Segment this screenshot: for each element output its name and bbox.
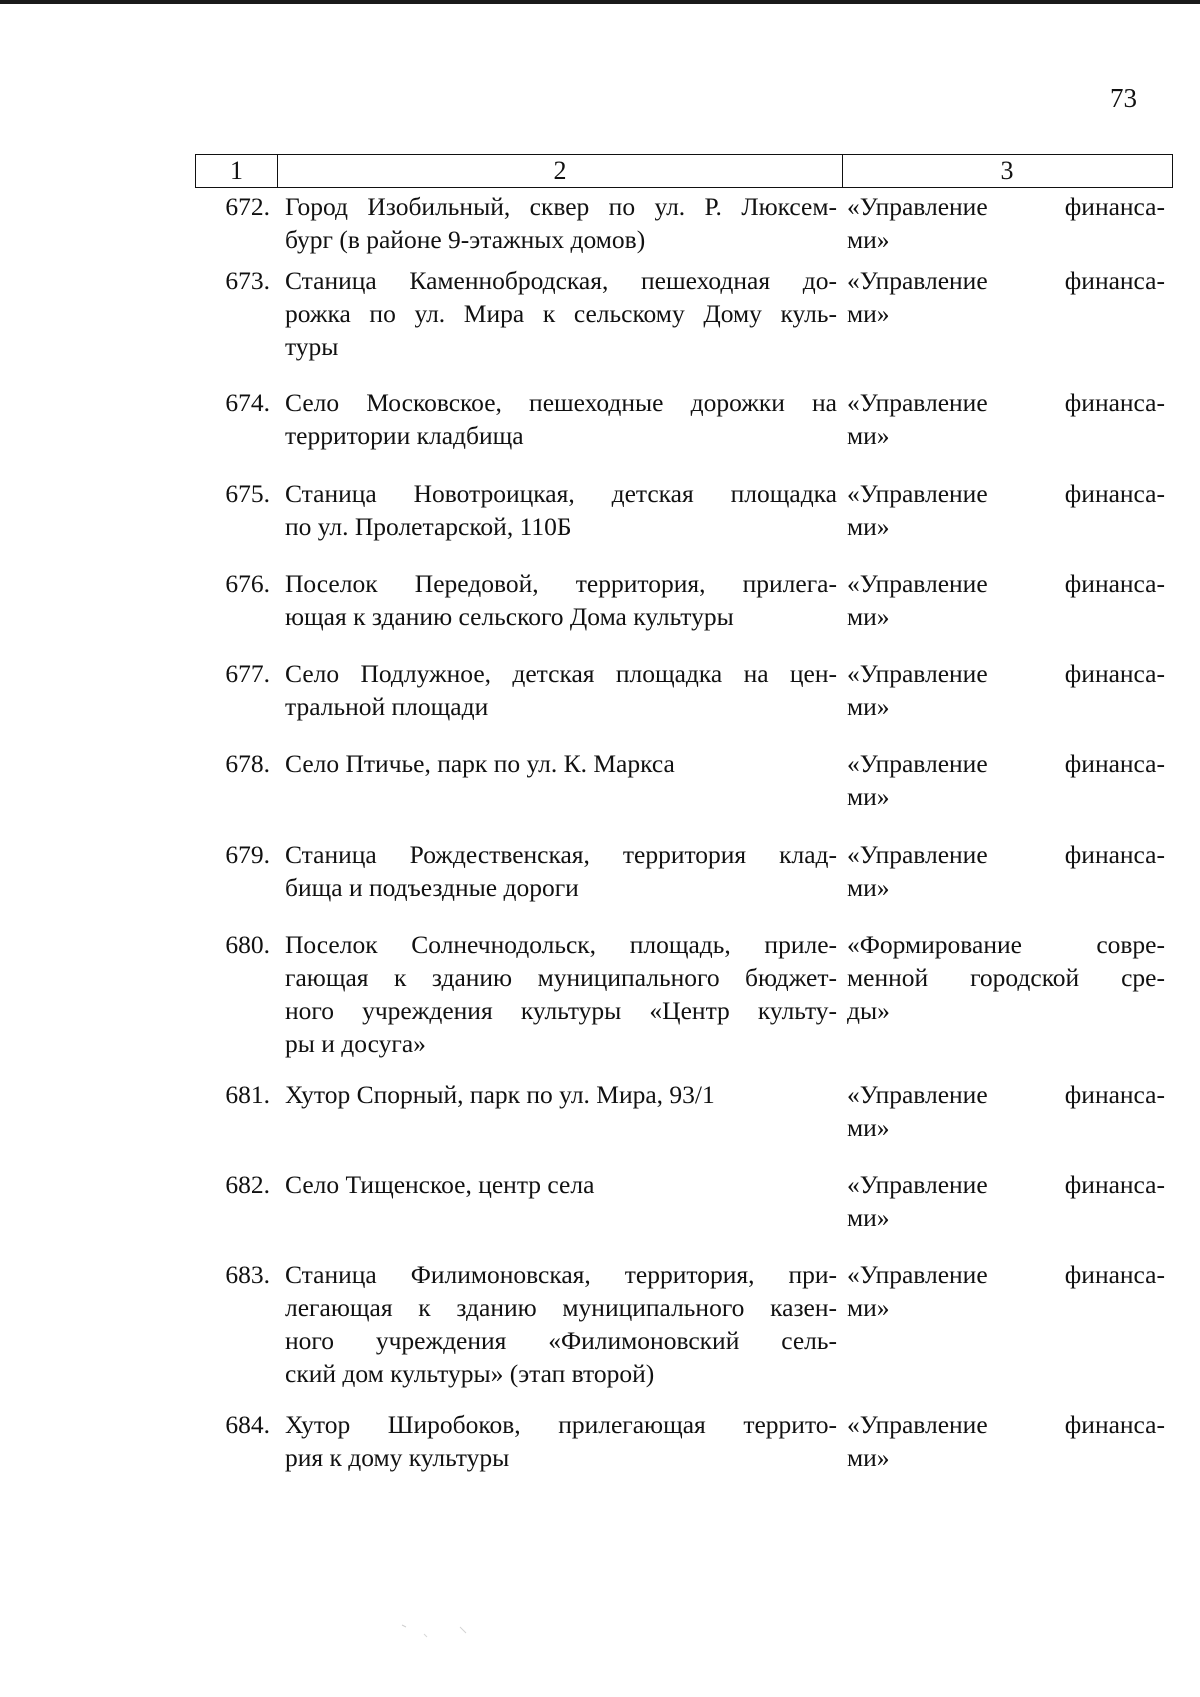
object-location (285, 1408, 837, 1474)
object-location (285, 264, 837, 363)
object-location (285, 190, 837, 256)
object-location (285, 567, 837, 633)
location-line: Село Подлужное, детская площадка на цен- (285, 659, 837, 688)
program-line: ми» (847, 692, 890, 721)
location-line: Станица Новотроицкая, детская площадка (285, 479, 837, 508)
location-line: ский дом культуры» (этап второй) (285, 1359, 655, 1388)
funding-program (847, 190, 1165, 256)
row-number: 684. (225, 1410, 270, 1439)
funding-program (847, 657, 1165, 723)
program-line: «Управление финанса- (847, 1410, 1165, 1439)
location-line: рия к дому культуры (285, 1443, 510, 1472)
program-line: «Управление финанса- (847, 569, 1165, 598)
row-number: 682. (225, 1170, 270, 1199)
program-line: «Управление финанса- (847, 659, 1165, 688)
program-line: ми» (847, 299, 890, 328)
program-line: «Управление финанса- (847, 749, 1165, 778)
object-location (285, 386, 837, 452)
location-line: тральной площади (285, 692, 489, 721)
object-location (285, 838, 837, 904)
location-line: гающая к зданию муниципального бюджет- (285, 963, 837, 992)
object-location (285, 1168, 837, 1201)
program-line: «Управление финанса- (847, 1170, 1165, 1199)
funding-program (847, 264, 1165, 330)
program-line: «Управление финанса- (847, 266, 1165, 295)
program-line: ми» (847, 782, 890, 811)
row-number: 680. (225, 930, 270, 959)
program-line: ми» (847, 602, 890, 631)
funding-program (847, 1408, 1165, 1474)
location-line: легающая к зданию муниципального казен- (285, 1293, 837, 1322)
table-header-row (195, 154, 1173, 188)
funding-program (847, 747, 1165, 813)
location-line: бург (в районе 9-этажных домов) (285, 225, 646, 254)
object-location (285, 928, 837, 1060)
program-line: ми» (847, 1113, 890, 1142)
location-line: Село Московское, пешеходные дорожки на (285, 388, 837, 417)
funding-program (847, 1168, 1165, 1234)
location-line: бища и подъездные дороги (285, 873, 579, 902)
column-header-2: 2 (278, 155, 843, 187)
location-line: Поселок Солнечнодольск, площадь, приле- (285, 930, 837, 959)
page-number: 73 (1110, 83, 1137, 113)
funding-program (847, 928, 1165, 1027)
program-line: «Управление финанса- (847, 1080, 1165, 1109)
location-line: Поселок Передовой, территория, прилега- (285, 569, 837, 598)
program-line: «Управление финанса- (847, 840, 1165, 869)
program-line: ми» (847, 873, 890, 902)
location-line: Станица Филимоновская, территория, при- (285, 1260, 837, 1289)
page-top-rule (0, 0, 1200, 4)
funding-program (847, 477, 1165, 543)
program-line: ми» (847, 225, 890, 254)
program-line: ми» (847, 1443, 890, 1472)
row-number: 676. (225, 569, 270, 598)
row-number: 677. (225, 659, 270, 688)
column-header-1: 1 (196, 155, 278, 187)
location-line: Село Тищенское, центр села (285, 1170, 595, 1199)
location-line: ного учреждения культуры «Центр культу- (285, 996, 837, 1025)
row-number: 679. (225, 840, 270, 869)
program-line: ды» (847, 996, 890, 1025)
funding-program (847, 1078, 1165, 1144)
row-number: 683. (225, 1260, 270, 1289)
funding-program (847, 386, 1165, 452)
location-line: ного учреждения «Филимоновский сель- (285, 1326, 837, 1355)
location-line: территории кладбища (285, 421, 524, 450)
scan-specks (400, 1622, 510, 1642)
row-number: 673. (225, 266, 270, 295)
program-line: ми» (847, 1203, 890, 1232)
row-number: 675. (225, 479, 270, 508)
object-location (285, 747, 837, 780)
location-line: Станица Рождественская, территория клад- (285, 840, 837, 869)
funding-program (847, 838, 1165, 904)
location-line: туры (285, 332, 339, 361)
object-location (285, 1258, 837, 1390)
location-line: Хутор Спорный, парк по ул. Мира, 93/1 (285, 1080, 715, 1109)
program-line: ми» (847, 512, 890, 541)
location-line: Город Изобильный, сквер по ул. Р. Люксем- (285, 192, 837, 221)
program-line: менной городской сре- (847, 963, 1165, 992)
program-line: «Управление финанса- (847, 1260, 1165, 1289)
object-location (285, 657, 837, 723)
program-line: ми» (847, 421, 890, 450)
program-line: «Управление финанса- (847, 479, 1165, 508)
object-location (285, 477, 837, 543)
location-line: ющая к зданию сельского Дома культуры (285, 602, 734, 631)
location-line: ры и досуга» (285, 1029, 426, 1058)
row-number: 674. (225, 388, 270, 417)
location-line: Хутор Широбоков, прилегающая террито- (285, 1410, 837, 1439)
location-line: по ул. Пролетарской, 110Б (285, 512, 572, 541)
program-line: «Формирование совре- (847, 930, 1165, 959)
column-header-3: 3 (1000, 156, 1014, 185)
program-line: «Управление финанса- (847, 388, 1165, 417)
location-line: Село Птичье, парк по ул. К. Маркса (285, 749, 675, 778)
location-line: Станица Каменнобродская, пешеходная до- (285, 266, 837, 295)
funding-program (847, 1258, 1165, 1324)
row-number: 672. (225, 192, 270, 221)
program-line: ми» (847, 1293, 890, 1322)
funding-program (847, 567, 1165, 633)
program-line: «Управление финанса- (847, 192, 1165, 221)
row-number: 681. (225, 1080, 270, 1109)
object-location (285, 1078, 837, 1111)
location-line: рожка по ул. Мира к сельскому Дому куль- (285, 299, 837, 328)
row-number: 678. (225, 749, 270, 778)
